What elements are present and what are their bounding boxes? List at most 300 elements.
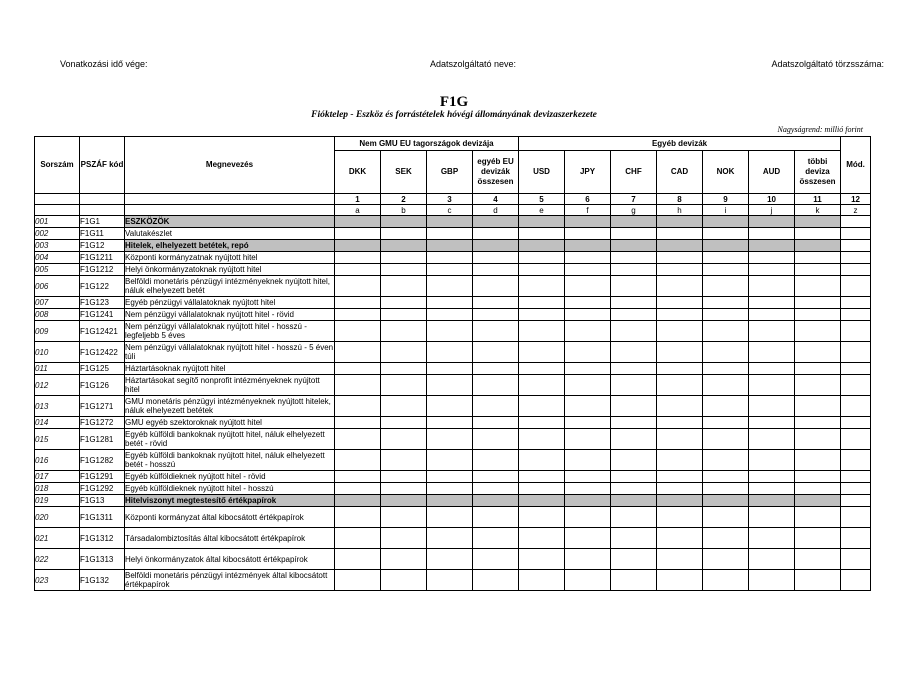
value-cell[interactable] <box>381 570 427 591</box>
value-cell[interactable] <box>795 375 841 396</box>
value-cell[interactable] <box>381 507 427 528</box>
value-cell[interactable] <box>795 483 841 495</box>
value-cell[interactable] <box>565 297 611 309</box>
value-cell[interactable] <box>473 264 519 276</box>
value-cell[interactable] <box>473 375 519 396</box>
value-cell[interactable] <box>381 363 427 375</box>
value-cell[interactable] <box>381 471 427 483</box>
row-number: 018 <box>35 483 80 495</box>
value-cell[interactable] <box>611 309 657 321</box>
value-cell[interactable] <box>519 321 565 342</box>
value-cell[interactable] <box>611 483 657 495</box>
mod-cell[interactable] <box>841 483 871 495</box>
value-cell[interactable] <box>427 528 473 549</box>
value-cell[interactable] <box>749 342 795 363</box>
value-cell[interactable] <box>657 483 703 495</box>
value-cell[interactable] <box>657 228 703 240</box>
mod-cell[interactable] <box>841 507 871 528</box>
value-cell[interactable] <box>611 396 657 417</box>
value-cell[interactable] <box>473 363 519 375</box>
column-number: 8 <box>657 194 703 205</box>
value-cell[interactable] <box>335 507 381 528</box>
value-cell[interactable] <box>703 450 749 471</box>
value-cell[interactable] <box>427 429 473 450</box>
value-cell[interactable] <box>749 240 795 252</box>
value-cell[interactable] <box>565 549 611 570</box>
value-cell[interactable] <box>565 240 611 252</box>
value-cell[interactable] <box>657 252 703 264</box>
value-cell[interactable] <box>473 549 519 570</box>
value-cell[interactable] <box>427 375 473 396</box>
value-cell[interactable] <box>519 309 565 321</box>
mod-cell[interactable] <box>841 471 871 483</box>
value-cell[interactable] <box>473 396 519 417</box>
value-cell[interactable] <box>795 363 841 375</box>
value-cell[interactable] <box>427 321 473 342</box>
value-cell[interactable] <box>703 252 749 264</box>
value-cell[interactable] <box>519 450 565 471</box>
value-cell[interactable] <box>427 309 473 321</box>
mod-cell[interactable] <box>841 264 871 276</box>
value-cell[interactable] <box>473 342 519 363</box>
value-cell[interactable] <box>427 342 473 363</box>
value-cell[interactable] <box>703 276 749 297</box>
value-cell[interactable] <box>381 252 427 264</box>
value-cell[interactable] <box>657 396 703 417</box>
value-cell[interactable] <box>519 570 565 591</box>
value-cell[interactable] <box>519 471 565 483</box>
value-cell[interactable] <box>611 549 657 570</box>
mod-cell[interactable] <box>841 216 871 228</box>
value-cell[interactable] <box>657 276 703 297</box>
row-name: Valutakészlet <box>125 228 335 240</box>
value-cell[interactable] <box>657 417 703 429</box>
value-cell[interactable] <box>519 363 565 375</box>
value-cell[interactable] <box>795 216 841 228</box>
value-cell[interactable] <box>335 240 381 252</box>
mod-cell[interactable] <box>841 549 871 570</box>
value-cell[interactable] <box>657 429 703 450</box>
value-cell[interactable] <box>427 264 473 276</box>
value-cell[interactable] <box>519 375 565 396</box>
row-number: 013 <box>35 396 80 417</box>
value-cell[interactable] <box>611 252 657 264</box>
value-cell[interactable] <box>749 363 795 375</box>
value-cell[interactable] <box>749 375 795 396</box>
value-cell[interactable] <box>519 252 565 264</box>
value-cell[interactable] <box>427 570 473 591</box>
row-code: F1G122 <box>80 276 125 297</box>
row-code: F1G12422 <box>80 342 125 363</box>
value-cell[interactable] <box>381 495 427 507</box>
value-cell[interactable] <box>795 321 841 342</box>
value-cell[interactable] <box>795 276 841 297</box>
value-cell[interactable] <box>381 264 427 276</box>
value-cell[interactable] <box>381 417 427 429</box>
value-cell[interactable] <box>749 483 795 495</box>
value-cell[interactable] <box>565 429 611 450</box>
value-cell[interactable] <box>381 396 427 417</box>
value-cell[interactable] <box>795 570 841 591</box>
mod-cell[interactable] <box>841 228 871 240</box>
value-cell[interactable] <box>795 528 841 549</box>
value-cell[interactable] <box>519 507 565 528</box>
value-cell[interactable] <box>795 429 841 450</box>
value-cell[interactable] <box>611 417 657 429</box>
value-cell[interactable] <box>381 342 427 363</box>
value-cell[interactable] <box>703 309 749 321</box>
value-cell[interactable] <box>703 549 749 570</box>
value-cell[interactable] <box>565 396 611 417</box>
mod-cell[interactable] <box>841 342 871 363</box>
value-cell[interactable] <box>381 321 427 342</box>
value-cell[interactable] <box>657 570 703 591</box>
value-cell[interactable] <box>657 240 703 252</box>
value-cell[interactable] <box>703 396 749 417</box>
value-cell[interactable] <box>703 363 749 375</box>
value-cell[interactable] <box>427 396 473 417</box>
value-cell[interactable] <box>565 450 611 471</box>
mod-cell[interactable] <box>841 528 871 549</box>
mod-cell[interactable] <box>841 570 871 591</box>
value-cell[interactable] <box>749 321 795 342</box>
value-cell[interactable] <box>703 570 749 591</box>
value-cell[interactable] <box>749 549 795 570</box>
value-cell[interactable] <box>473 417 519 429</box>
value-cell[interactable] <box>611 375 657 396</box>
value-cell[interactable] <box>427 549 473 570</box>
value-cell[interactable] <box>519 417 565 429</box>
row-code: F1G1312 <box>80 528 125 549</box>
value-cell[interactable] <box>335 309 381 321</box>
value-cell[interactable] <box>519 396 565 417</box>
value-cell[interactable] <box>473 429 519 450</box>
value-cell[interactable] <box>749 528 795 549</box>
value-cell[interactable] <box>795 417 841 429</box>
value-cell[interactable] <box>703 507 749 528</box>
value-cell[interactable] <box>473 228 519 240</box>
value-cell[interactable] <box>565 375 611 396</box>
value-cell[interactable] <box>473 483 519 495</box>
col-header-mod: Mód. <box>841 137 871 194</box>
value-cell[interactable] <box>473 252 519 264</box>
value-cell[interactable] <box>381 228 427 240</box>
value-cell[interactable] <box>565 570 611 591</box>
value-cell[interactable] <box>519 276 565 297</box>
mod-cell[interactable] <box>841 240 871 252</box>
value-cell[interactable] <box>519 216 565 228</box>
value-cell[interactable] <box>795 471 841 483</box>
value-cell[interactable] <box>749 276 795 297</box>
value-cell[interactable] <box>703 495 749 507</box>
value-cell[interactable] <box>381 240 427 252</box>
value-cell[interactable] <box>427 495 473 507</box>
value-cell[interactable] <box>335 396 381 417</box>
mod-cell[interactable] <box>841 363 871 375</box>
col-header-currency: USD <box>519 151 565 194</box>
value-cell[interactable] <box>335 297 381 309</box>
value-cell[interactable] <box>611 528 657 549</box>
value-cell[interactable] <box>335 375 381 396</box>
value-cell[interactable] <box>611 363 657 375</box>
value-cell[interactable] <box>473 570 519 591</box>
value-cell[interactable] <box>473 216 519 228</box>
value-cell[interactable] <box>611 471 657 483</box>
row-number: 015 <box>35 429 80 450</box>
value-cell[interactable] <box>473 450 519 471</box>
mod-cell[interactable] <box>841 396 871 417</box>
value-cell[interactable] <box>335 228 381 240</box>
value-cell[interactable] <box>657 450 703 471</box>
value-cell[interactable] <box>565 342 611 363</box>
value-cell[interactable] <box>795 252 841 264</box>
value-cell[interactable] <box>749 417 795 429</box>
value-cell[interactable] <box>565 264 611 276</box>
column-number: 4 <box>473 194 519 205</box>
value-cell[interactable] <box>703 240 749 252</box>
mod-cell[interactable] <box>841 297 871 309</box>
column-number: 1 <box>335 194 381 205</box>
value-cell[interactable] <box>473 276 519 297</box>
mod-cell[interactable] <box>841 495 871 507</box>
value-cell[interactable] <box>473 297 519 309</box>
value-cell[interactable] <box>749 228 795 240</box>
value-cell[interactable] <box>565 495 611 507</box>
value-cell[interactable] <box>611 570 657 591</box>
value-cell[interactable] <box>795 549 841 570</box>
value-cell[interactable] <box>381 216 427 228</box>
value-cell[interactable] <box>335 363 381 375</box>
value-cell[interactable] <box>795 495 841 507</box>
value-cell[interactable] <box>749 429 795 450</box>
column-letter: c <box>427 205 473 216</box>
value-cell[interactable] <box>611 321 657 342</box>
value-cell[interactable] <box>565 363 611 375</box>
value-cell[interactable] <box>749 252 795 264</box>
value-cell[interactable] <box>795 240 841 252</box>
value-cell[interactable] <box>427 216 473 228</box>
value-cell[interactable] <box>657 216 703 228</box>
value-cell[interactable] <box>611 228 657 240</box>
value-cell[interactable] <box>565 228 611 240</box>
value-cell[interactable] <box>657 342 703 363</box>
mod-cell[interactable] <box>841 450 871 471</box>
value-cell[interactable] <box>703 228 749 240</box>
mod-cell[interactable] <box>841 321 871 342</box>
value-cell[interactable] <box>427 417 473 429</box>
value-cell[interactable] <box>703 297 749 309</box>
value-cell[interactable] <box>703 264 749 276</box>
value-cell[interactable] <box>657 507 703 528</box>
value-cell[interactable] <box>335 495 381 507</box>
value-cell[interactable] <box>519 528 565 549</box>
value-cell[interactable] <box>565 216 611 228</box>
value-cell[interactable] <box>749 309 795 321</box>
value-cell[interactable] <box>427 240 473 252</box>
col-header-currency: GBP <box>427 151 473 194</box>
value-cell[interactable] <box>611 342 657 363</box>
value-cell[interactable] <box>565 321 611 342</box>
value-cell[interactable] <box>335 429 381 450</box>
value-cell[interactable] <box>611 495 657 507</box>
value-cell[interactable] <box>795 228 841 240</box>
value-cell[interactable] <box>749 507 795 528</box>
value-cell[interactable] <box>749 495 795 507</box>
value-cell[interactable] <box>381 309 427 321</box>
value-cell[interactable] <box>657 264 703 276</box>
mod-cell[interactable] <box>841 429 871 450</box>
value-cell[interactable] <box>611 216 657 228</box>
column-letter: j <box>749 205 795 216</box>
value-cell[interactable] <box>335 342 381 363</box>
value-cell[interactable] <box>427 363 473 375</box>
value-cell[interactable] <box>657 528 703 549</box>
value-cell[interactable] <box>703 471 749 483</box>
value-cell[interactable] <box>703 321 749 342</box>
value-cell[interactable] <box>703 417 749 429</box>
value-cell[interactable] <box>565 252 611 264</box>
value-cell[interactable] <box>749 264 795 276</box>
value-cell[interactable] <box>749 570 795 591</box>
value-cell[interactable] <box>749 216 795 228</box>
value-cell[interactable] <box>335 483 381 495</box>
value-cell[interactable] <box>565 309 611 321</box>
value-cell[interactable] <box>473 495 519 507</box>
value-cell[interactable] <box>335 216 381 228</box>
value-cell[interactable] <box>565 417 611 429</box>
value-cell[interactable] <box>611 240 657 252</box>
value-cell[interactable] <box>657 375 703 396</box>
mod-cell[interactable] <box>841 276 871 297</box>
value-cell[interactable] <box>335 450 381 471</box>
value-cell[interactable] <box>703 528 749 549</box>
value-cell[interactable] <box>427 450 473 471</box>
value-cell[interactable] <box>795 264 841 276</box>
value-cell[interactable] <box>473 528 519 549</box>
value-cell[interactable] <box>703 483 749 495</box>
value-cell[interactable] <box>427 507 473 528</box>
value-cell[interactable] <box>381 276 427 297</box>
value-cell[interactable] <box>519 240 565 252</box>
empty-header-cell <box>80 194 125 205</box>
value-cell[interactable] <box>427 228 473 240</box>
value-cell[interactable] <box>657 297 703 309</box>
value-cell[interactable] <box>335 549 381 570</box>
value-cell[interactable] <box>427 471 473 483</box>
value-cell[interactable] <box>519 297 565 309</box>
value-cell[interactable] <box>335 570 381 591</box>
value-cell[interactable] <box>381 375 427 396</box>
value-cell[interactable] <box>703 375 749 396</box>
value-cell[interactable] <box>473 321 519 342</box>
value-cell[interactable] <box>335 276 381 297</box>
value-cell[interactable] <box>519 429 565 450</box>
mod-cell[interactable] <box>841 252 871 264</box>
value-cell[interactable] <box>795 396 841 417</box>
value-cell[interactable] <box>519 549 565 570</box>
value-cell[interactable] <box>657 549 703 570</box>
value-cell[interactable] <box>335 471 381 483</box>
row-number: 009 <box>35 321 80 342</box>
value-cell[interactable] <box>749 297 795 309</box>
table-row <box>35 264 871 276</box>
value-cell[interactable] <box>565 276 611 297</box>
value-cell[interactable] <box>381 429 427 450</box>
value-cell[interactable] <box>611 507 657 528</box>
empty-header-cell <box>35 194 80 205</box>
value-cell[interactable] <box>795 297 841 309</box>
value-cell[interactable] <box>611 276 657 297</box>
value-cell[interactable] <box>473 309 519 321</box>
column-letter: a <box>335 205 381 216</box>
value-cell[interactable] <box>657 495 703 507</box>
value-cell[interactable] <box>565 471 611 483</box>
value-cell[interactable] <box>381 297 427 309</box>
value-cell[interactable] <box>335 321 381 342</box>
value-cell[interactable] <box>427 252 473 264</box>
value-cell[interactable] <box>335 528 381 549</box>
value-cell[interactable] <box>519 342 565 363</box>
value-cell[interactable] <box>611 264 657 276</box>
row-number: 014 <box>35 417 80 429</box>
value-cell[interactable] <box>749 471 795 483</box>
value-cell[interactable] <box>381 450 427 471</box>
value-cell[interactable] <box>795 450 841 471</box>
value-cell[interactable] <box>381 549 427 570</box>
value-cell[interactable] <box>519 228 565 240</box>
mod-cell[interactable] <box>841 417 871 429</box>
value-cell[interactable] <box>703 429 749 450</box>
value-cell[interactable] <box>473 471 519 483</box>
row-name: Hitelviszonyt megtestesítő értékpapírok <box>125 495 335 507</box>
mod-cell[interactable] <box>841 309 871 321</box>
value-cell[interactable] <box>565 528 611 549</box>
row-number: 006 <box>35 276 80 297</box>
value-cell[interactable] <box>473 507 519 528</box>
value-cell[interactable] <box>657 363 703 375</box>
value-cell[interactable] <box>335 417 381 429</box>
value-cell[interactable] <box>795 309 841 321</box>
value-cell[interactable] <box>611 429 657 450</box>
value-cell[interactable] <box>473 240 519 252</box>
value-cell[interactable] <box>381 483 427 495</box>
value-cell[interactable] <box>657 471 703 483</box>
value-cell[interactable] <box>427 483 473 495</box>
value-cell[interactable] <box>795 342 841 363</box>
value-cell[interactable] <box>565 483 611 495</box>
row-name: GMU egyéb szektoroknak nyújtott hitel <box>125 417 335 429</box>
value-cell[interactable] <box>519 264 565 276</box>
value-cell[interactable] <box>519 483 565 495</box>
value-cell[interactable] <box>565 507 611 528</box>
value-cell[interactable] <box>657 309 703 321</box>
mod-cell[interactable] <box>841 375 871 396</box>
value-cell[interactable] <box>657 321 703 342</box>
value-cell[interactable] <box>749 396 795 417</box>
value-cell[interactable] <box>749 450 795 471</box>
value-cell[interactable] <box>795 507 841 528</box>
value-cell[interactable] <box>611 297 657 309</box>
value-cell[interactable] <box>335 252 381 264</box>
value-cell[interactable] <box>381 528 427 549</box>
value-cell[interactable] <box>335 264 381 276</box>
value-cell[interactable] <box>427 297 473 309</box>
value-cell[interactable] <box>703 216 749 228</box>
value-cell[interactable] <box>427 276 473 297</box>
value-cell[interactable] <box>519 495 565 507</box>
value-cell[interactable] <box>611 450 657 471</box>
value-cell[interactable] <box>703 342 749 363</box>
